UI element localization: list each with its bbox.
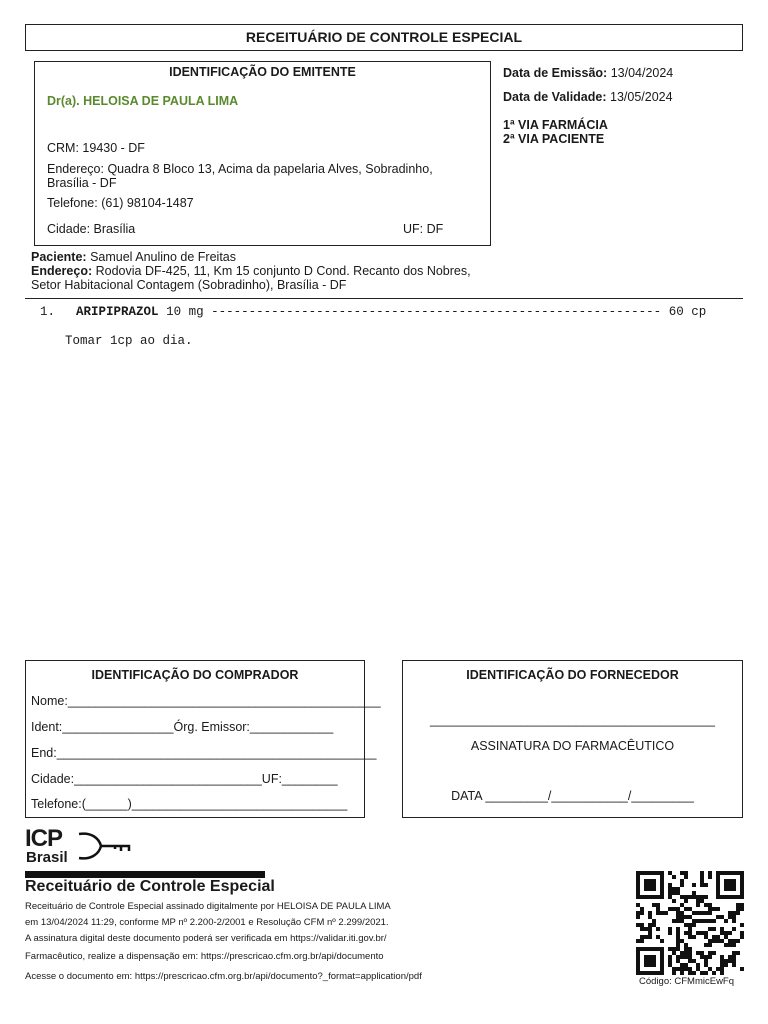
patient-address — [31, 264, 471, 278]
prescription-number: 1. — [40, 305, 56, 319]
key-icon — [77, 830, 133, 862]
patient-name-value: Samuel Anulino de Freitas — [90, 250, 236, 264]
doctor-name: Dr(a). HELOISA DE PAULA LIMA — [47, 94, 239, 108]
copy-patient: 2ª VIA PACIENTE — [503, 132, 605, 146]
icp-brasil-logo — [25, 825, 135, 870]
doctor-address-line1: Endereço: Quadra 8 Bloco 13, Acima da papelaria Alves, Sobradinho, — [47, 162, 433, 176]
footer-line-2: em 13/04/2024 11:29, conforme MP nº 2.200-2/2001 e Resolução CFM nº 2.299/2021. — [25, 917, 389, 928]
document-title: RECEITUÁRIO DE CONTROLE ESPECIAL — [25, 24, 743, 51]
prescription-dose: 10 mg — [166, 305, 204, 319]
emission-date-value: 13/04/2024 — [610, 66, 674, 80]
emitter-heading: IDENTIFICAÇÃO DO EMITENTE — [169, 65, 356, 79]
emission-date-label: Data de Emissão: — [503, 66, 608, 80]
emitter-section — [34, 61, 491, 246]
buyer-city-field: Cidade:___________________________UF:________ — [31, 772, 338, 786]
doctor-crm: CRM: 19430 - DF — [47, 141, 145, 155]
patient-name-label: Paciente: — [31, 250, 87, 264]
pharmacist-signature-label: ASSINATURA DO FARMACÊUTICO — [470, 739, 675, 753]
document-code: Código: CFMmicEwFq — [639, 976, 735, 987]
doctor-city: Cidade: Brasília — [47, 222, 136, 236]
validity-date — [503, 90, 673, 104]
footer-line-1: Receituário de Controle Especial assinado digitalmente por HELOISA DE PAULA LIMA — [25, 901, 391, 912]
footer-title: Receituário de Controle Especial — [25, 878, 275, 895]
logo-top-text: ICP — [25, 825, 63, 852]
prescription-item — [40, 305, 706, 319]
section-divider — [25, 298, 743, 299]
validity-date-label: Data de Validade: — [503, 90, 607, 104]
buyer-heading: IDENTIFICAÇÃO DO COMPRADOR — [91, 668, 299, 682]
patient-address-line1: Rodovia DF-425, 11, Km 15 conjunto D Cond. Recanto dos Nobres, — [95, 264, 471, 278]
validity-date-value: 13/05/2024 — [610, 90, 673, 104]
doctor-phone: Telefone: (61) 98104-1487 — [47, 196, 194, 210]
doctor-uf: UF: DF — [403, 222, 444, 236]
prescription-quantity: 60 cp — [668, 305, 707, 319]
qr-code-icon — [636, 871, 744, 975]
prescription-dashes: ------------------------------------------------------------ — [211, 305, 662, 319]
prescription-drug: ARIPIPRAZOL — [76, 305, 159, 319]
prescription-instruction: Tomar 1cp ao dia. — [65, 334, 193, 348]
emission-date — [503, 66, 673, 80]
supplier-heading: IDENTIFICAÇÃO DO FORNECEDOR — [466, 668, 679, 682]
buyer-name-field: Nome:_____________________________________________ — [31, 694, 381, 708]
buyer-address-field: End:______________________________________________ — [31, 746, 377, 760]
pharmacist-signature-line: _________________________________________ — [429, 713, 716, 727]
patient-address-line2: Setor Habitacional Contagem (Sobradinho), Brasília - DF — [31, 278, 347, 292]
patient-name — [31, 250, 236, 264]
footer-line-3: A assinatura digital deste documento poderá ser verificada em https://validar.iti.gov.br/ — [25, 933, 387, 944]
footer-line-5: Acesse o documento em: https://prescricao.cfm.org.br/api/documento?_format=application/pdf — [25, 971, 422, 982]
logo-bottom-text: Brasil — [26, 849, 68, 866]
patient-address-label: Endereço: — [31, 264, 93, 278]
doctor-address-line2: Brasília - DF — [47, 176, 117, 190]
supplier-date-field: DATA _________/___________/_________ — [451, 789, 694, 803]
footer-bar — [25, 871, 265, 878]
buyer-section — [25, 660, 381, 818]
buyer-phone-field: Telefone:(______)_______________________________ — [31, 797, 348, 811]
buyer-ident-field: Ident:________________Órg. Emissor:____________ — [31, 720, 334, 734]
copy-pharmacy: 1ª VIA FARMÁCIA — [503, 118, 608, 132]
supplier-section — [402, 660, 743, 818]
footer-line-4: Farmacêutico, realize a dispensação em: https://prescricao.cfm.org.br/api/documento — [25, 951, 384, 962]
